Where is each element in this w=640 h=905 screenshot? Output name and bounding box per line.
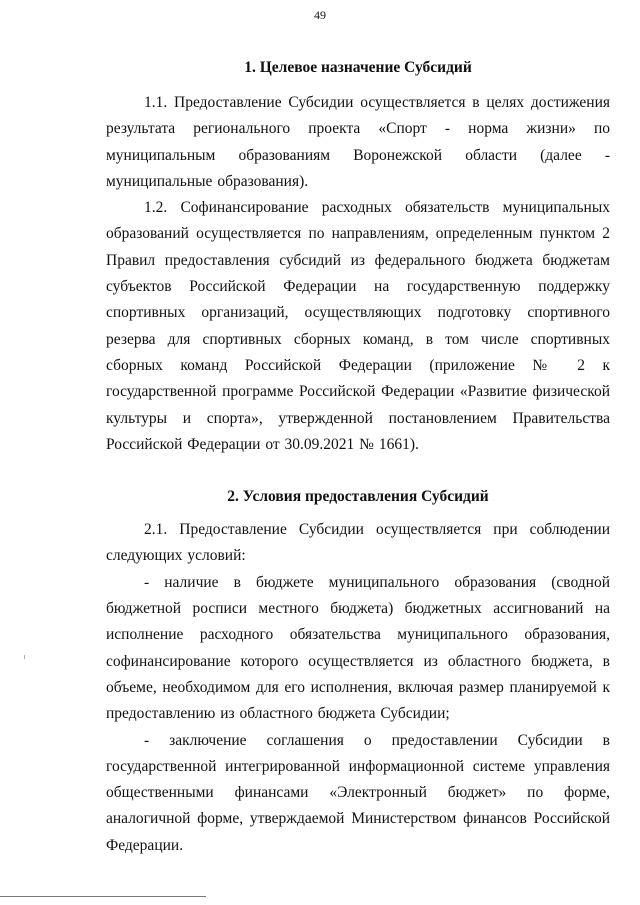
section-1-title: 1. Целевое назначение Субсидий (244, 59, 472, 76)
section-2-title: 2. Условия предоставления Субсидий (227, 488, 489, 506)
bottom-rule (0, 896, 206, 897)
paragraph-1-1: 1.1. Предоставление Субсидии осуществляется в целях достижения результата регионального проекта «Спорт - норма жизни» по муниципальным образованиям Воронежской области (далее - муниципальные образования). (106, 94, 610, 190)
condition-budget-allocation: - наличие в бюджете муниципального образования (сводной бюджетной росписи местного бюджета) бюджетных ассигнований на исполнение расходного обязательства муниципального образования, софинансирование которого осуществляется из областного бюджета, в объеме, необходимом для его исполнения, включая размер планируемой к предоставлению из областного бюджета Субсидии; (106, 573, 610, 723)
document-body (106, 58, 610, 859)
margin-mark (24, 655, 25, 659)
paragraph-2-1: 2.1. Предоставление Субсидии осуществляется при соблюдении следующих условий: (106, 521, 610, 565)
page-number: 49 (314, 8, 326, 22)
paragraph-1-2: 1.2. Софинансирование расходных обязательств муниципальных образований осуществляется по направлениям, определенным пунктом 2 Правил предоставления субсидий из федерального бюджета бюджетам субъектов Российской Федерации на государственную поддержку спортивных организаций, осуществляющих подготовку спортивного резерва для спортивных сборных команд, в том числе спортивных сборных команд Российской Федерации (приложение № 2 к государственной программе Российской Федерации «Развитие физической культуры и спорта», утвержденной постановлением Правительства Российской Федерации от 30.09.2021 № 1661). (106, 199, 610, 453)
condition-agreement: - заключение соглашения о предоставлении Субсидии в государственной интегрированной информационной системе управления общественными финансами «Электронный бюджет» по форме, аналогичной форме, утверждаемой Министерством финансов Российской Федерации. (106, 731, 610, 854)
